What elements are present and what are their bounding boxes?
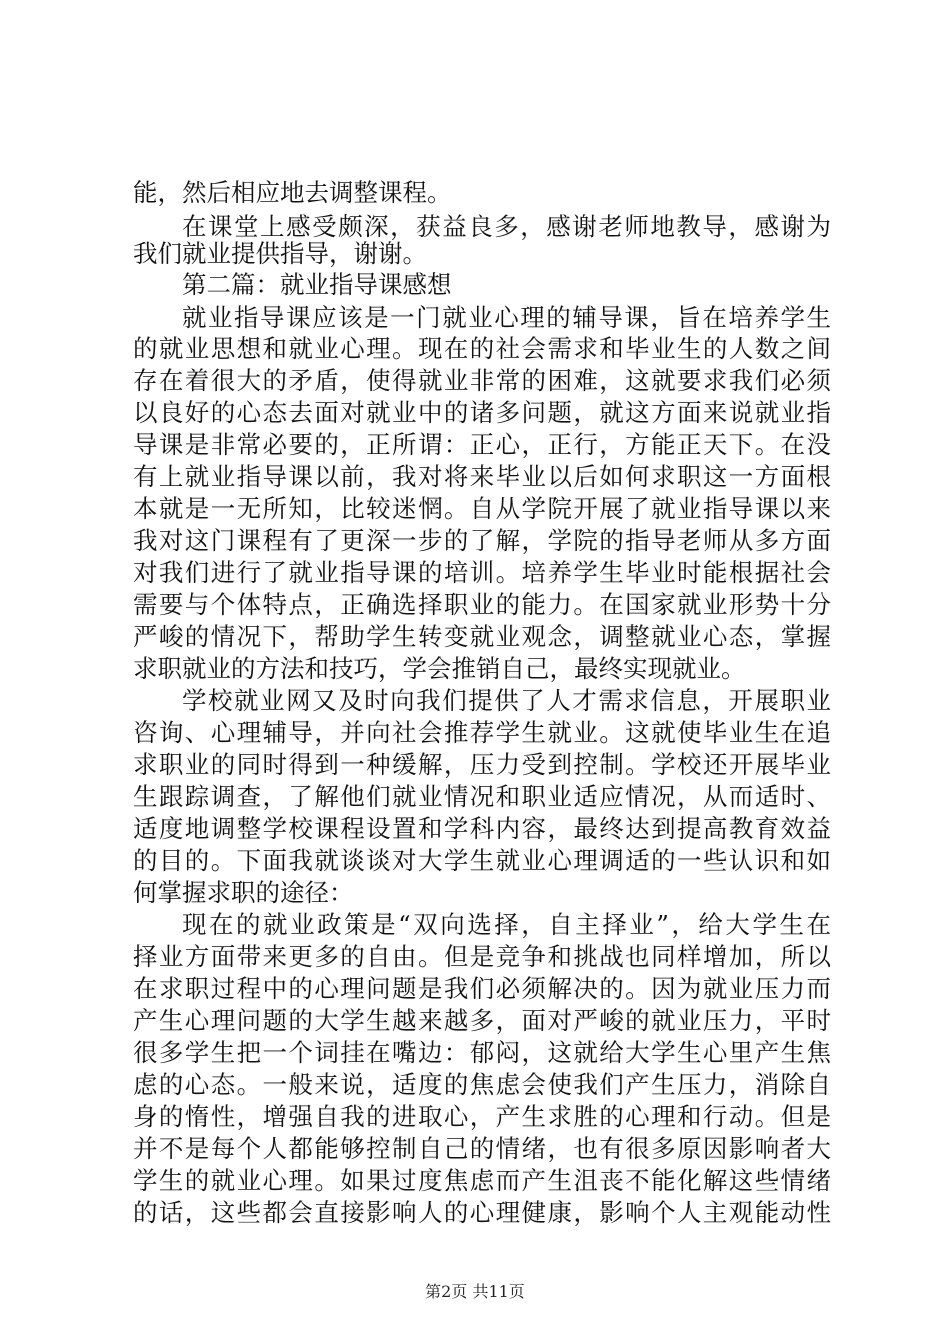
text-line: 的就业思想和就业心理。现在的社会需求和毕业生的人数之间 [133, 334, 831, 363]
text-line: 以良好的心态去面对就业中的诸多问题，就这方面来说就业指 [133, 398, 831, 427]
text-line: 需要与个体特点，正确选择职业的能力。在国家就业形势十分 [133, 590, 831, 619]
text-line: 的目的。下面我就谈谈对大学生就业心理调适的一些认识和如 [133, 846, 831, 875]
text-line: 严峻的情况下，帮助学生转变就业观念，调整就业心态，掌握 [133, 622, 831, 651]
text-line: 我对这门课程有了更深一步的了解，学院的指导老师从多方面 [133, 526, 831, 555]
text-line: 在求职过程中的心理问题是我们必须解决的。因为就业压力而 [133, 974, 831, 1003]
section-heading: 第二篇：就业指导课感想 [182, 270, 452, 299]
page-number-footer: 第2页 共11页 [425, 1282, 525, 1301]
text-line: 虑的心态。一般来说，适度的焦虑会使我们产生压力，消除自 [133, 1070, 831, 1099]
text-line: 能，然后相应地去调整课程。 [133, 178, 452, 207]
text-line: 本就是一无所知，比较迷惘。自从学院开展了就业指导课以来 [133, 494, 831, 523]
text-line: 适度地调整学校课程设置和学科内容，最终达到提高教育效益 [133, 814, 831, 843]
text-line: 咨询、心理辅导，并向社会推荐学生就业。这就使毕业生在追 [133, 718, 831, 747]
text-line: 求职业的同时得到一种缓解，压力受到控制。学校还开展毕业 [133, 750, 831, 779]
text-line: 我们就业提供指导，谢谢。 [133, 239, 427, 268]
text-line: 择业方面带来更多的自由。但是竞争和挑战也同样增加，所以 [133, 942, 831, 971]
text-line: 的话，这些都会直接影响人的心理健康，影响个人主观能动性 [133, 1198, 831, 1227]
text-line: 导课是非常必要的，正所谓：正心，正行，方能正天下。在没 [133, 430, 831, 459]
text-line: 有上就业指导课以前，我对将来毕业以后如何求职这一方面根 [133, 462, 831, 491]
text-line: 求职就业的方法和技巧，学会推销自己，最终实现就业。 [133, 654, 746, 683]
text-line: 在课堂上感受颇深，获益良多，感谢老师地教导，感谢为 [182, 212, 831, 241]
text-line: 并不是每个人都能够控制自己的情绪，也有很多原因影响者大 [133, 1134, 831, 1163]
text-line: 何掌握求职的途径： [133, 878, 354, 907]
text-line: 现在的就业政策是“双向选择，自主择业”，给大学生在 [182, 910, 831, 939]
text-line: 学生的就业心理。如果过度焦虑而产生沮丧不能化解这些情绪 [133, 1166, 831, 1195]
text-line: 学校就业网又及时向我们提供了人才需求信息，开展职业 [182, 686, 831, 715]
text-line: 产生心理问题的大学生越来越多，面对严峻的就业压力，平时 [133, 1006, 831, 1035]
text-line: 很多学生把一个词挂在嘴边：郁闷，这就给大学生心里产生焦 [133, 1038, 831, 1067]
text-line: 存在着很大的矛盾，使得就业非常的困难，这就要求我们必须 [133, 366, 831, 395]
text-line: 对我们进行了就业指导课的培训。培养学生毕业时能根据社会 [133, 558, 831, 587]
text-line: 生跟踪调查，了解他们就业情况和职业适应情况，从而适时、 [133, 782, 831, 811]
text-line: 身的惰性，增强自我的进取心，产生求胜的心理和行动。但是 [133, 1102, 831, 1131]
text-line: 就业指导课应该是一门就业心理的辅导课，旨在培养学生 [182, 303, 831, 332]
